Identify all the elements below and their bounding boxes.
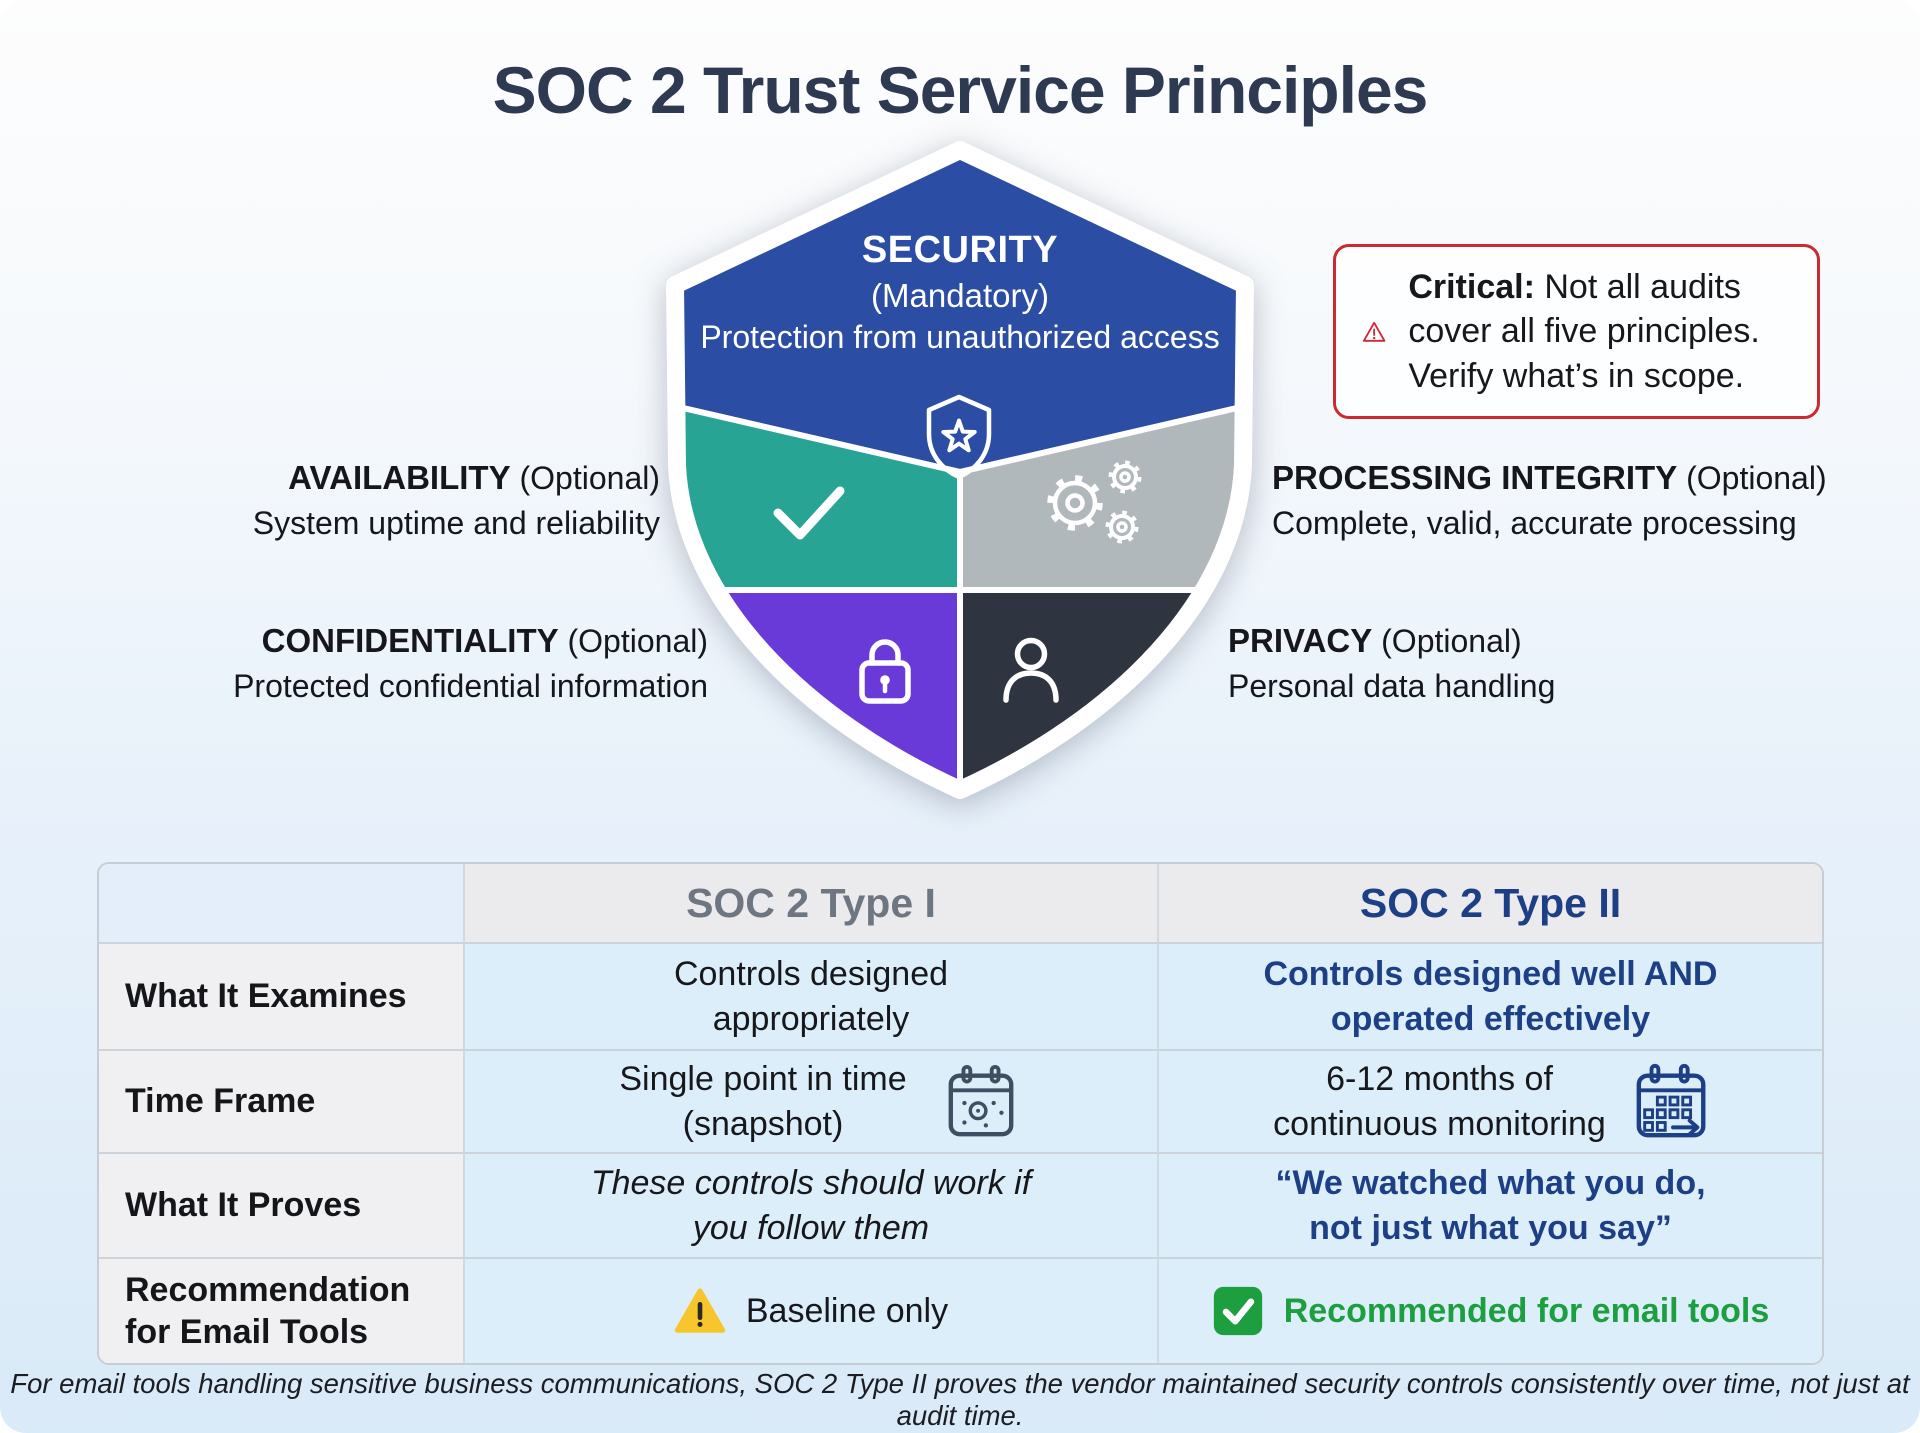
security-desc: Protection from unauthorized access (700, 319, 1220, 355)
confidentiality-label (233, 618, 708, 709)
warning-triangle-icon (1362, 301, 1386, 363)
proves-type2-text: “We watched what you do, not just what you say” (1275, 1164, 1706, 1247)
availability-name: AVAILABILITY (288, 459, 511, 496)
privacy-desc: Personal data handling (1228, 668, 1556, 705)
confidentiality-qualifier: (Optional) (567, 623, 708, 659)
row-label-examines: What It Examines (99, 944, 465, 1051)
privacy-qualifier: (Optional) (1381, 623, 1522, 659)
privacy-label (1228, 618, 1555, 709)
confidentiality-name: CONFIDENTIALITY (261, 622, 559, 659)
processing-desc: Complete, valid, accurate processing (1272, 505, 1797, 542)
check-square-icon (1212, 1285, 1264, 1337)
timeframe-type1-text: Single point in time (snapshot) (619, 1060, 907, 1143)
critical-alert-lead: Critical: (1408, 268, 1535, 307)
security-name: SECURITY (861, 229, 1059, 271)
timeframe-type2-cell (1159, 1051, 1822, 1154)
recommendation-type2-cell (1159, 1259, 1822, 1363)
processing-qualifier: (Optional) (1686, 460, 1827, 496)
row-label-recommendation: Recommendation for Email Tools (99, 1259, 465, 1363)
recommendation-type1-cell (465, 1259, 1159, 1363)
recommendation-type2-text: Recommended for email tools (1283, 1291, 1770, 1330)
proves-type1-text: These controls should work if you follow them (590, 1164, 1032, 1247)
examines-type1-text: Controls designed appropriately (673, 955, 949, 1038)
col-header-type1: SOC 2 Type I (465, 864, 1159, 944)
calendar-monitoring-icon (1632, 1061, 1714, 1143)
row-label-proves: What It Proves (99, 1154, 465, 1259)
timeframe-type2-text: 6-12 months of continuous monitoring (1273, 1060, 1606, 1143)
calendar-snapshot-icon (943, 1062, 1019, 1142)
timeframe-type1-cell (465, 1051, 1159, 1154)
proves-type2-cell (1159, 1154, 1822, 1259)
table-corner-cell (99, 864, 465, 944)
examines-type1-cell (465, 944, 1159, 1051)
availability-label (253, 455, 660, 546)
recommendation-type1-text: Baseline only (745, 1291, 949, 1330)
processing-name: PROCESSING INTEGRITY (1272, 459, 1678, 496)
col-header-type2: SOC 2 Type II (1159, 864, 1822, 944)
soc2-comparison-table (97, 862, 1824, 1365)
availability-qualifier: (Optional) (519, 460, 660, 496)
availability-desc: System uptime and reliability (252, 505, 660, 542)
trust-principles-shield (625, 145, 1295, 815)
page-title: SOC 2 Trust Service Principles (492, 53, 1428, 127)
critical-alert-text (1408, 265, 1791, 398)
examines-type2-text: Controls designed well AND operated effectively (1263, 955, 1718, 1038)
warning-icon (674, 1287, 726, 1335)
security-qualifier: (Mandatory) (871, 277, 1049, 314)
examines-type2-cell (1159, 944, 1822, 1051)
processing-integrity-label (1272, 455, 1827, 546)
critical-alert (1333, 244, 1820, 419)
row-label-timeframe: Time Frame (99, 1051, 465, 1154)
critical-alert-body: Not all audits cover all five principles. Verify what’s in scope. (1408, 268, 1760, 395)
proves-type1-cell (465, 1154, 1159, 1259)
confidentiality-desc: Protected confidential information (233, 668, 708, 705)
privacy-name: PRIVACY (1228, 622, 1373, 659)
footnote: For email tools handling sensitive business communications, SOC 2 Type II proves the vendor maintained security controls consistently over time, not just at audit time. (10, 1368, 1910, 1431)
